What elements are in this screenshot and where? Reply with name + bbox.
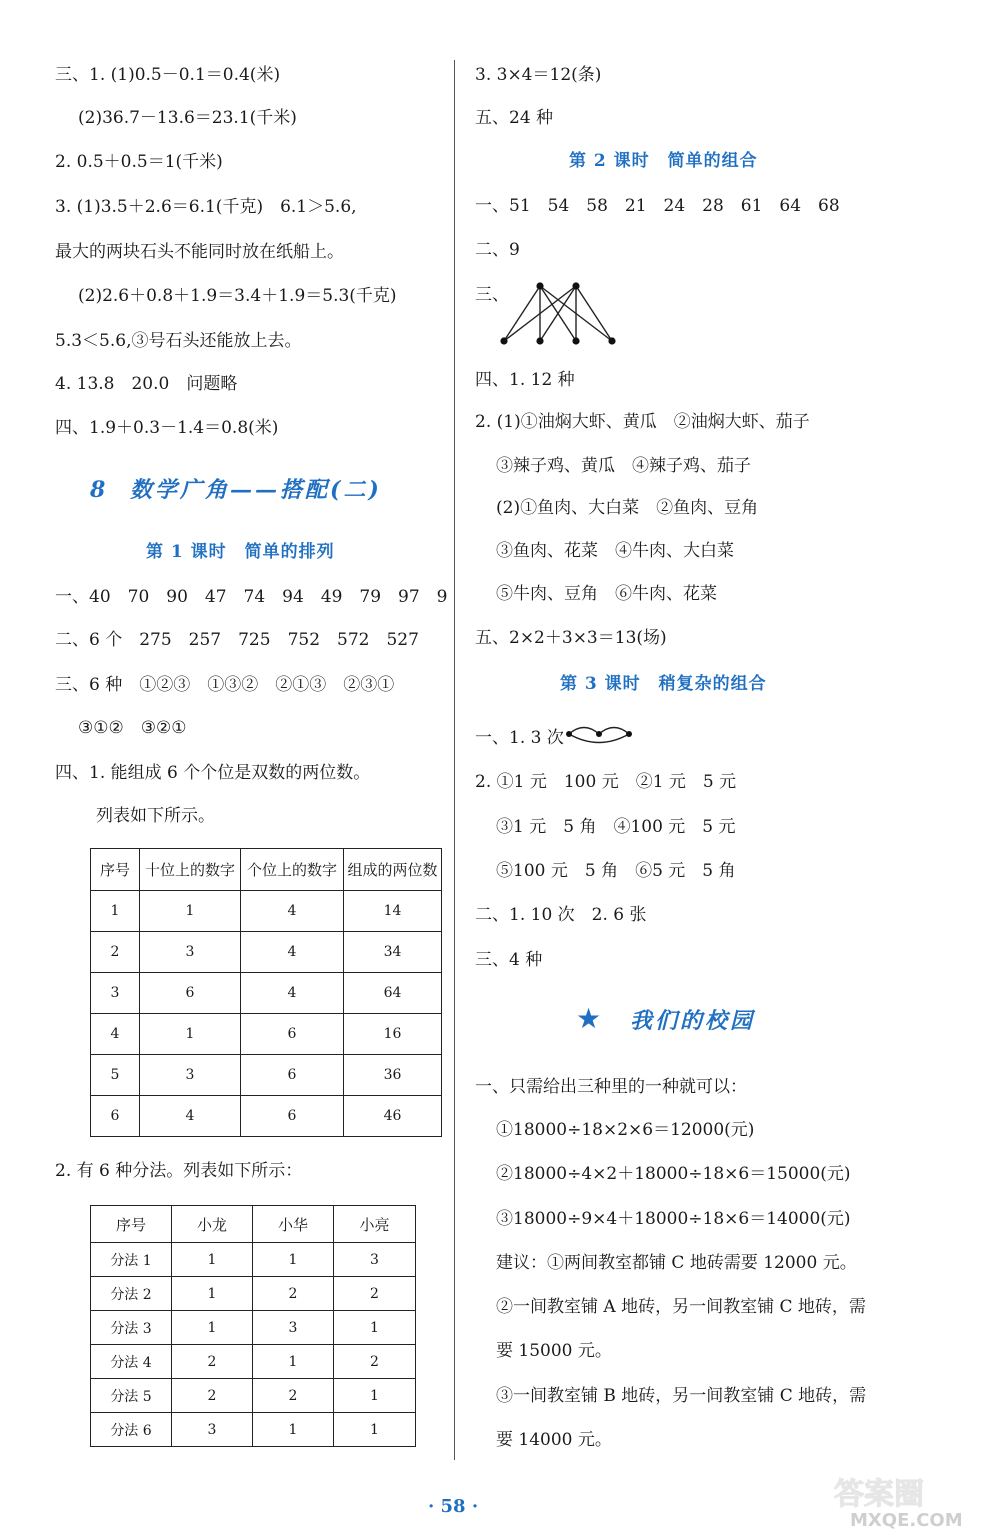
table-cell: 3 [140,932,241,973]
answer-line: ③辣子鸡、黄瓜 ④辣子鸡、茄子 [496,456,751,476]
table-row [91,1243,416,1277]
table-cell: 4 [241,973,344,1014]
answer-line: 四、1. 12 种 [475,370,575,390]
chapter-number: 8 [90,477,109,503]
table-cell: 2 [334,1277,416,1311]
answer-line: (2)2.6＋0.8＋1.9＝3.4＋1.9＝5.3(千克) [78,286,397,306]
table-cell: 1 [140,891,241,932]
answer-line: 一、只需给出三种里的一种就可以： [475,1077,747,1097]
table-row [91,973,442,1014]
star-icon: ★ [576,1002,602,1035]
answer-line: 一、51 54 58 21 24 28 61 64 68 [475,196,840,216]
answer-line: 2. (1)①油焖大虾、黄瓜 ②油焖大虾、茄子 [475,412,810,432]
table-cell: 4 [241,891,344,932]
table-row [91,1311,416,1345]
table-cell: 2 [172,1379,253,1413]
table-cell: 分法 1 [91,1243,172,1277]
answer-line: ③一间教室铺 B 地砖，另一间教室铺 C 地砖，需 [496,1386,867,1406]
table-cell: 4 [140,1096,241,1137]
answer-line: 2. 有 6 种分法。列表如下所示： [55,1161,303,1181]
table-header: 序号 [91,1206,172,1243]
table-row [91,1345,416,1379]
table-cell: 16 [344,1014,442,1055]
table-cell: 3 [140,1055,241,1096]
answer-line: 建议：①两间教室都铺 C 地砖需要 12000 元。 [496,1253,857,1273]
svg-text:答案圈: 答案圈 [834,1477,924,1512]
lesson-title: 第 3 课时 稍复杂的组合 [560,674,767,694]
table-header: 十位上的数字 [140,849,241,891]
answer-line: 四、1.9＋0.3－1.4＝0.8(米) [55,418,279,438]
table-cell: 3 [334,1243,416,1277]
answer-line: 二、9 [475,240,520,260]
answer-line: ③18000÷9×4＋18000÷18×6＝14000(元) [496,1209,851,1229]
table-cell: 1 [172,1243,253,1277]
table-cell: 5 [91,1055,140,1096]
table-cell: 4 [241,932,344,973]
table-header: 小华 [253,1206,334,1243]
page-number: · 58 · [428,1496,479,1517]
arc-diagram [564,721,634,747]
answer-line: ①18000÷18×2×6＝12000(元) [496,1120,755,1140]
table-cell: 2 [172,1345,253,1379]
table-row [91,1096,442,1137]
pairing-diagram [496,280,626,348]
table-cell: 2 [91,932,140,973]
table-cell: 6 [241,1096,344,1137]
table-cell: 14 [344,891,442,932]
lesson-title: 第 1 课时 简单的排列 [146,542,335,562]
answer-line: 五、2×2＋3×3＝13(场) [475,628,667,648]
table-cell: 6 [91,1096,140,1137]
answer-line: 五、24 种 [475,108,554,128]
section-title: 我们的校园 [630,1008,756,1034]
table-cell: 分法 6 [91,1413,172,1447]
table-cell: 分法 3 [91,1311,172,1345]
answer-line: 一、1. 3 次 [475,728,564,748]
table-cell: 分法 5 [91,1379,172,1413]
table-cell: 6 [241,1055,344,1096]
answer-line: 最大的两块石头不能同时放在纸船上。 [55,242,344,262]
watermark-logo [830,1470,995,1530]
table-cell: 1 [334,1379,416,1413]
table-cell: 6 [140,973,241,1014]
table-cell: 3 [172,1413,253,1447]
answer-line: 2. 0.5＋0.5＝1(千米) [55,152,223,172]
table-cell: 36 [344,1055,442,1096]
answer-line: ③①② ③②① [78,718,187,738]
table-cell: 分法 2 [91,1277,172,1311]
split-table [90,1205,416,1447]
answer-line: (2)36.7－13.6＝23.1(千米) [78,108,297,128]
table-row [91,1379,416,1413]
table-header: 序号 [91,849,140,891]
answer-line: 二、1. 10 次 2. 6 张 [475,905,647,925]
table-row [91,1413,416,1447]
answer-line: (2)①鱼肉、大白菜 ②鱼肉、豆角 [496,498,759,518]
answer-line: 要 14000 元。 [496,1430,612,1450]
answer-line: 一、40 70 90 47 74 94 49 79 97 9 [55,587,448,607]
table-header: 小龙 [172,1206,253,1243]
table-row [91,1055,442,1096]
answer-line: 三、1. (1)0.5－0.1＝0.4(米) [55,65,281,85]
table-cell: 分法 4 [91,1345,172,1379]
table-cell: 3 [91,973,140,1014]
table-cell: 2 [253,1277,334,1311]
lesson-title: 第 2 课时 简单的组合 [569,151,758,171]
table-row [91,891,442,932]
table-cell: 64 [344,973,442,1014]
answer-line: 要 15000 元。 [496,1341,612,1361]
table-cell: 46 [344,1096,442,1137]
answer-line: ③鱼肉、花菜 ④牛肉、大白菜 [496,541,734,561]
answer-line: 3. 3×4＝12(条) [475,65,602,85]
table-cell: 1 [334,1311,416,1345]
answer-line: ②一间教室铺 A 地砖，另一间教室铺 C 地砖，需 [496,1297,866,1317]
answer-line: 三、4 种 [475,950,543,970]
table-cell: 34 [344,932,442,973]
table-cell: 2 [253,1379,334,1413]
table-cell: 1 [172,1277,253,1311]
table-cell: 1 [334,1413,416,1447]
table-cell: 1 [253,1243,334,1277]
answer-line: 四、1. 能组成 6 个个位是双数的两位数。 [55,763,371,783]
answer-line: 二、6 个 275 257 725 752 572 527 [55,630,419,650]
digit-table [90,848,442,1137]
table-cell: 4 [91,1014,140,1055]
table-row [91,1277,416,1311]
table-cell: 1 [172,1311,253,1345]
answer-line: 3. (1)3.5＋2.6＝6.1(千克) 6.1＞5.6, [55,197,357,217]
chapter-title: 数学广角——搭配(二) [130,477,382,503]
table-cell: 1 [253,1413,334,1447]
answer-line: 5.3＜5.6,③号石头还能放上去。 [55,331,302,351]
answer-line: ③1 元 5 角 ④100 元 5 元 [496,817,736,837]
column-divider [454,60,455,1460]
table-cell: 6 [241,1014,344,1055]
table-header: 组成的两位数 [344,849,442,891]
answer-line: ⑤牛肉、豆角 ⑥牛肉、花菜 [496,584,717,604]
table-cell: 3 [253,1311,334,1345]
answer-line: 三、 [475,285,509,305]
table-cell: 1 [91,891,140,932]
table-cell: 1 [140,1014,241,1055]
answer-line: 2. ①1 元 100 元 ②1 元 5 元 [475,772,737,792]
answer-line: 三、6 种 ①②③ ①③② ②①③ ②③① [55,675,395,695]
table-row [91,1014,442,1055]
answer-line: ⑤100 元 5 角 ⑥5 元 5 角 [496,861,736,881]
table-row [91,932,442,973]
answer-line: 列表如下所示。 [96,806,215,826]
table-header: 小亮 [334,1206,416,1243]
answer-line: 4. 13.8 20.0 问题略 [55,374,238,394]
answer-line: ②18000÷4×2＋18000÷18×6＝15000(元) [496,1164,851,1184]
table-cell: 2 [334,1345,416,1379]
svg-text:MXQE.COM: MXQE.COM [850,1510,963,1530]
table-cell: 1 [253,1345,334,1379]
table-header: 个位上的数字 [241,849,344,891]
